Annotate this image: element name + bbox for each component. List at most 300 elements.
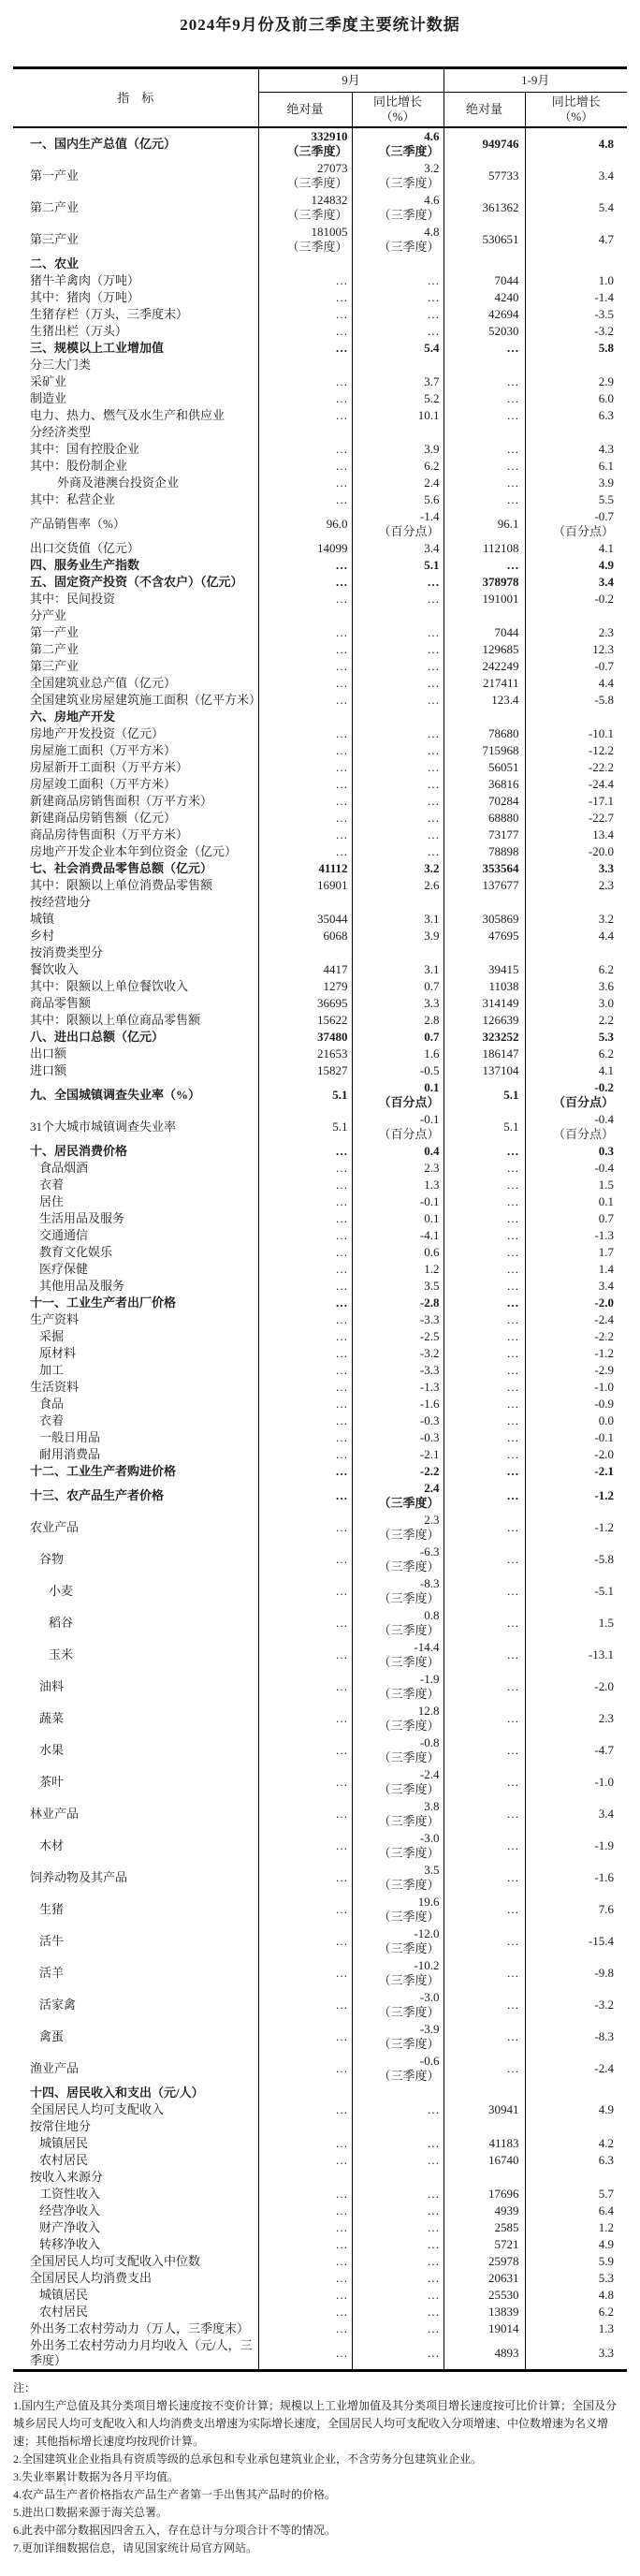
indicator-label: 十四、居民收入和支出（元/人） [30,2086,204,2100]
indicator-label: 房屋施工面积（万平方米） [30,743,177,757]
value-cell: 0.0 [525,1412,627,1429]
table-row [13,127,627,160]
table-row [13,2169,627,2186]
value-cell: … [258,1512,352,1544]
value-cell: 1.3 [525,2320,627,2337]
value-cell: 1.7 [525,1244,627,1261]
indicator-label: 餐饮收入 [30,962,80,976]
value-cell: … [444,1671,525,1703]
value-cell: 5.9 [525,2253,627,2270]
indicator-label: 水果 [39,1743,65,1757]
table-row [13,2304,627,2320]
value-cell: -1.6 [352,1396,444,1412]
yoy-unit: （%） [559,110,594,124]
value-cell: … [258,557,352,574]
table-row [13,827,627,843]
table-row [13,1261,627,1278]
value-cell: … [258,793,352,810]
value-cell: … [258,1798,352,1830]
table-row [13,843,627,860]
value-cell [444,2085,525,2101]
table-row [13,692,627,709]
value-cell: -2.2 [525,1328,627,1345]
table-row [13,1029,627,1046]
value-cell: … [444,1703,525,1734]
value-cell: 70284 [444,793,525,810]
indicator-label: 小麦 [49,1584,74,1598]
table-row [13,2152,627,2169]
value-cell: 2.3 [525,1703,627,1734]
value-cell [352,709,444,725]
table-row [13,2053,627,2085]
value-cell: 4417 [258,961,352,978]
indicator-label: 饲养动物及其产品 [30,1870,128,1884]
value-cell: 5.3 [525,1029,627,1046]
value-cell: 0.7 [352,978,444,995]
value-cell: 715968 [444,742,525,759]
table-row [13,961,627,978]
value-cell: … [258,1177,352,1193]
value-cell [525,944,627,961]
value-cell: … [352,323,444,340]
indicator-label: 一般日用品 [39,1430,101,1444]
table-row [13,1830,627,1862]
table-row [13,160,627,192]
value-cell: … [258,2203,352,2219]
indicator-label: 制造业 [30,391,67,405]
value-cell: 13839 [444,2304,525,2320]
value-cell: 4.6 （三季度） [352,192,444,224]
value-cell: -0.1 [525,1429,627,1446]
value-cell: … [444,373,525,390]
table-row [13,641,627,658]
value-cell: -3.2 [525,1989,627,2021]
value-cell: 4240 [444,289,525,306]
value-cell: … [258,1193,352,1210]
value-cell: … [352,776,444,793]
indicator-label: 第一产业 [30,625,80,639]
indicator-label: 食品 [39,1397,65,1411]
indicator-label: 按消费类型分 [30,945,104,959]
table-row [13,224,627,256]
value-cell: -2.4 [525,1311,627,1328]
indicator-label: 乡村 [30,929,55,943]
value-cell: 12.3 [525,641,627,658]
value-cell: 5.1 [258,1111,352,1143]
table-row [13,289,627,306]
value-cell: 1.2 [525,2219,627,2236]
indicator-label: 采矿业 [30,374,67,388]
value-cell: 47695 [444,928,525,944]
value-cell: 3.9 [352,928,444,944]
value-cell: … [258,1734,352,1766]
value-cell: 36816 [444,776,525,793]
table-row [13,607,627,624]
value-cell [525,2169,627,2186]
value-cell: -3.2 [525,323,627,340]
value-cell: -1.2 [525,1480,627,1512]
value-cell: … [258,810,352,827]
value-cell [352,607,444,624]
indicator-label: 原材料 [39,1346,77,1360]
value-cell: 35044 [258,911,352,928]
value-cell: 96.0 [258,508,352,540]
table-row [13,1311,627,1328]
value-cell: … [258,2135,352,2152]
table-row [13,256,627,272]
value-cell: 5.1 [258,1079,352,1111]
value-cell: … [258,2304,352,2320]
table-row [13,2270,627,2287]
indicator-label: 农业产品 [30,1520,80,1534]
value-cell: 123.4 [444,692,525,709]
value-cell: 1.5 [525,1607,627,1639]
value-cell [258,2118,352,2135]
indicator-label: 分产业 [30,608,67,622]
indicator-label: 生猪存栏（万头，三季度末） [30,307,189,321]
value-cell: 27073 （三季度） [258,160,352,192]
value-cell: … [258,641,352,658]
value-cell: -0.7 [525,658,627,675]
value-cell: … [352,289,444,306]
indicator-label: 十、居民消费价格 [30,1144,128,1158]
indicator-label: 全国居民人均可支配收入 [30,2102,165,2116]
value-cell: -1.4 [525,289,627,306]
indicator-label: 衣着 [39,1413,65,1427]
indicator-label: 全国建筑业总产值（亿元） [30,676,177,690]
value-cell [444,709,525,725]
value-cell: … [258,1894,352,1925]
col-header-cum-abs: 绝对量 [444,93,525,128]
value-cell: … [258,1766,352,1798]
table-row [13,557,627,574]
value-cell: -9.8 [525,1957,627,1989]
table-row [13,1463,627,1480]
value-cell: … [352,759,444,776]
value-cell: -2.1 [352,1446,444,1463]
indicator-label: 十二、工业生产者购进价格 [30,1464,177,1478]
value-cell: … [258,306,352,323]
table-row [13,2337,627,2371]
value-cell: -1.0 [525,1766,627,1798]
indicator-label: 第二产业 [30,200,80,214]
value-cell: 2.9 [525,373,627,390]
table-row [13,591,627,607]
value-cell: -0.4 [525,1160,627,1177]
value-cell: -0.8 （三季度） [352,1734,444,1766]
indicator-label: 出口交货值（亿元） [30,541,140,555]
value-cell: … [258,1160,352,1177]
value-cell [525,894,627,911]
value-cell: … [258,441,352,458]
value-cell: 41183 [444,2135,525,2152]
indicator-label: 商品零售额 [30,996,92,1010]
value-cell: 13.4 [525,827,627,843]
table-row [13,1544,627,1575]
indicator-label: 十一、工业生产者出厂价格 [30,1295,177,1310]
indicator-label: 生活资料 [30,1380,80,1394]
value-cell: … [258,1210,352,1227]
table-row [13,373,627,390]
value-cell: 4.8 （三季度） [352,224,444,256]
table-row [13,2186,627,2203]
value-cell: 14099 [258,540,352,557]
table-row [13,1295,627,1311]
table-row [13,1480,627,1512]
value-cell: 1.5 [525,1177,627,1193]
value-cell: … [258,1463,352,1480]
value-cell: 4.1 [525,1062,627,1079]
table-row [13,508,627,540]
value-cell: … [444,1989,525,2021]
value-cell: -3.5 [525,306,627,323]
table-row [13,2236,627,2253]
table-row [13,1328,627,1345]
indicator-label: 渔业产品 [30,2061,80,2075]
value-cell: 11038 [444,978,525,995]
indicator-label: 外商及港澳台投资企业 [57,476,180,490]
value-cell: 3.5 （三季度） [352,1862,444,1894]
yoy-label: 同比增长 [551,95,601,109]
value-cell: … [352,624,444,641]
value-cell: -6.3 （三季度） [352,1544,444,1575]
indicator-label: 其中：股份制企业 [30,459,128,473]
value-cell: 3.2 [352,860,444,877]
value-cell: 1.3 [352,1177,444,1193]
value-cell: 3.8 （三季度） [352,1798,444,1830]
value-cell: 6.2 [525,1046,627,1062]
value-cell: … [258,407,352,424]
value-cell: 2585 [444,2219,525,2236]
indicator-label: 一、国内生产总值（亿元） [30,137,177,151]
value-cell: -3.0 （三季度） [352,1830,444,1862]
table-row [13,1607,627,1639]
indicator-label: 生猪出栏（万头） [30,324,128,338]
value-cell: 3.4 [525,1798,627,1830]
table-row [13,877,627,894]
table-row [13,1193,627,1210]
value-cell: -1.3 [352,1379,444,1396]
value-cell: … [258,2101,352,2118]
value-cell [258,2085,352,2101]
value-cell: 1.0 [525,272,627,289]
value-cell: … [444,2021,525,2053]
value-cell: … [258,1446,352,1463]
value-cell: 0.1 [525,1193,627,1210]
value-cell: 4.9 [525,557,627,574]
value-cell: -0.1 （百分点） [352,1111,444,1143]
value-cell: … [444,1575,525,1607]
indicator-label: 活牛 [39,1934,65,1948]
value-cell [352,357,444,373]
table-row [13,1379,627,1396]
table-row [13,272,627,289]
value-cell: 25978 [444,2253,525,2270]
indicator-label: 全国居民人均可支配收入中位数 [30,2254,201,2268]
table-row [13,441,627,458]
value-cell: 20631 [444,2270,525,2287]
table-row [13,810,627,827]
value-cell: … [258,1396,352,1412]
value-cell: 361362 [444,192,525,224]
table-row [13,1957,627,1989]
value-cell: -2.4 （三季度） [352,1766,444,1798]
table-row [13,1446,627,1463]
col-header-cum-group: 1-9月 [444,68,627,93]
table-row [13,1345,627,1362]
indicator-label: 其他用品及服务 [39,1279,125,1293]
table-row [13,1012,627,1029]
value-cell: 5.1 [444,1079,525,1111]
value-cell: … [444,1894,525,1925]
indicator-label: 出口额 [30,1046,67,1061]
value-cell: 3.4 [525,160,627,192]
value-cell: 137104 [444,1062,525,1079]
value-cell: -0.5 [352,1062,444,1079]
indicator-label: 城镇居民 [39,2288,89,2302]
value-cell [444,944,525,961]
value-cell: … [444,1379,525,1396]
value-cell: 21653 [258,1046,352,1062]
notes-list [13,2397,627,2557]
value-cell: … [444,340,525,357]
indicator-label: 城镇 [30,912,55,926]
table-row [13,574,627,591]
value-cell: -22.7 [525,810,627,827]
table-row [13,2101,627,2118]
value-cell: -2.4 [525,2053,627,2085]
indicator-label: 城镇居民 [39,2136,89,2150]
value-cell: 78680 [444,725,525,742]
value-cell: … [258,1345,352,1362]
value-cell [352,256,444,272]
value-cell: … [444,1957,525,1989]
value-cell: 126639 [444,1012,525,1029]
value-cell: -0.4 （百分点） [525,1111,627,1143]
value-cell: 5.3 [525,2270,627,2287]
value-cell: 5.7 [525,2186,627,2203]
value-cell: 6.2 [525,2304,627,2320]
table-row [13,1362,627,1379]
value-cell: … [444,1734,525,1766]
value-cell [444,2118,525,2135]
value-cell: 3.4 [352,540,444,557]
indicator-label: 禽蛋 [39,2029,65,2043]
value-cell: 112108 [444,540,525,557]
value-cell: 57733 [444,160,525,192]
value-cell [525,357,627,373]
value-cell [525,2118,627,2135]
value-cell [352,2118,444,2135]
indicator-label: 商品房待售面积（万平方米） [30,827,189,842]
value-cell: 129685 [444,641,525,658]
value-cell [352,424,444,441]
col-header-month-group: 9月 [258,68,444,93]
value-cell: … [258,2152,352,2169]
indicator-label: 采掘 [39,1329,65,1343]
value-cell: 0.7 [525,1210,627,1227]
value-cell: -15.4 [525,1925,627,1957]
indicator-label: 七、社会消费品零售总额（亿元） [30,861,213,875]
indicator-label: 其中：私营企业 [30,492,116,506]
value-cell: 7044 [444,624,525,641]
table-row [13,1766,627,1798]
value-cell [444,256,525,272]
indicator-label: 谷物 [39,1552,65,1566]
value-cell: … [444,1446,525,1463]
value-cell: 0.8 （三季度） [352,1607,444,1639]
value-cell: -1.2 [525,1345,627,1362]
value-cell: … [352,725,444,742]
indicator-label: 居住 [39,1194,65,1208]
indicator-label: 生猪 [39,1902,65,1916]
value-cell [258,2169,352,2186]
table-row [13,911,627,928]
indicator-label: 第二产业 [30,642,80,656]
value-cell: -0.9 [525,1396,627,1412]
table-row [13,390,627,407]
value-cell: … [258,390,352,407]
value-cell: … [352,658,444,675]
value-cell: … [444,1193,525,1210]
indicator-label: 十三、农产品生产者价格 [30,1488,165,1502]
value-cell: … [258,1379,352,1396]
value-cell: 6.2 [352,458,444,475]
value-cell: 42694 [444,306,525,323]
value-cell: -2.5 [352,1328,444,1345]
value-cell: 78898 [444,843,525,860]
value-cell: 5.2 [352,390,444,407]
indicator-label: 分经济类型 [30,425,92,439]
value-cell: -8.3 （三季度） [352,1575,444,1607]
value-cell [258,709,352,725]
table-row [13,1143,627,1160]
table-row [13,2085,627,2101]
table-row [13,658,627,675]
value-cell: 2.3 [352,1160,444,1177]
value-cell: … [258,759,352,776]
table-row [13,978,627,995]
value-cell [352,944,444,961]
value-cell: 305869 [444,911,525,928]
value-cell: 56051 [444,759,525,776]
indicator-label: 食品烟酒 [39,1161,89,1175]
indicator-label: 第一产业 [30,168,80,183]
value-cell: … [258,272,352,289]
value-cell: 4.8 [525,127,627,160]
value-cell: … [352,2219,444,2236]
value-cell: -17.1 [525,793,627,810]
indicator-label: 油料 [39,1679,65,1693]
value-cell: -3.2 [352,1345,444,1362]
indicator-label: 玉米 [49,1647,74,1661]
table-row [13,742,627,759]
value-cell [352,2169,444,2186]
value-cell: 5.4 [352,340,444,357]
value-cell: … [352,675,444,692]
value-cell: … [258,2337,352,2371]
value-cell: 3.5 [352,1278,444,1295]
value-cell: 4.9 [525,2236,627,2253]
value-cell: 3.1 [352,961,444,978]
value-cell: … [258,1261,352,1278]
value-cell: 4.6 （三季度） [352,127,444,160]
value-cell: 15827 [258,1062,352,1079]
value-cell: … [258,2287,352,2304]
note-item: 3.失业率累计数据为各月平均值。 [13,2470,180,2483]
value-cell: 1279 [258,978,352,995]
table-row [13,725,627,742]
